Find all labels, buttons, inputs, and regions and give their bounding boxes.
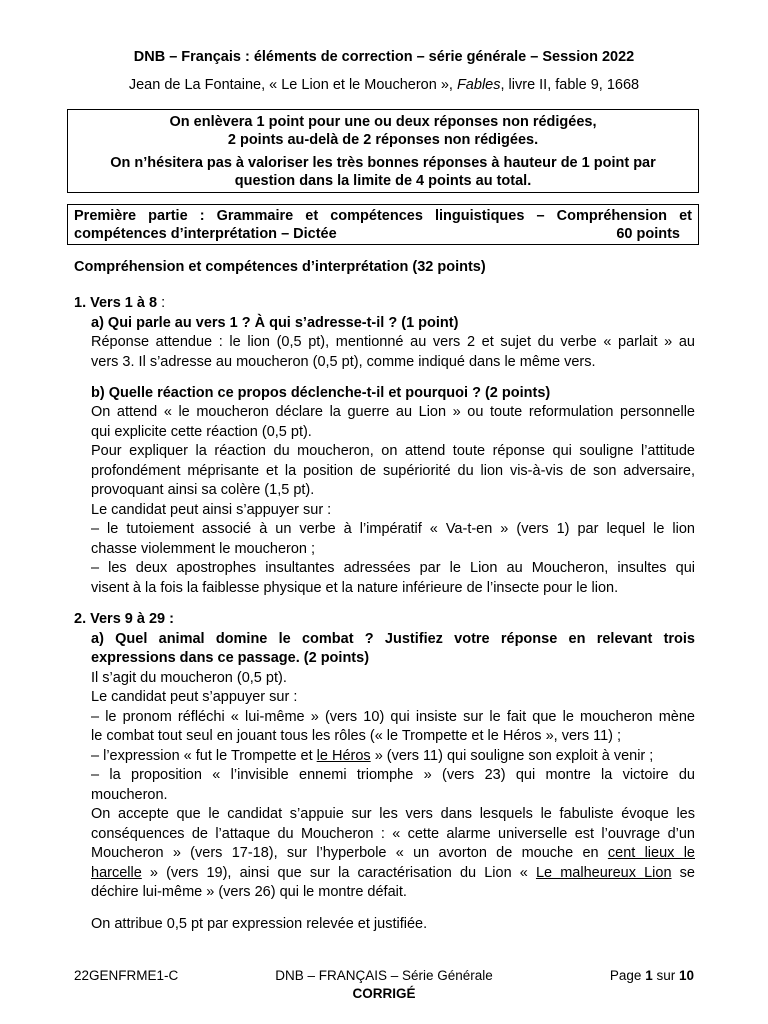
q2a-line-5 xyxy=(91,747,695,767)
q2a-line-11 xyxy=(91,864,695,884)
q1-heading-colon: : xyxy=(157,295,166,311)
q2a-line-12: déchire lui-même » (vers 26) qui le montre défait. xyxy=(91,884,407,900)
q2a-line-11-underlined-2: Le malheureux Lion xyxy=(535,865,672,881)
q2a-line-11-post: se xyxy=(671,865,695,881)
q2a-line-1: Il s’agit du moucheron (0,5 pt). xyxy=(91,670,287,686)
part-points: 60 points xyxy=(616,226,680,242)
footer-page-of: sur xyxy=(652,968,679,983)
subtitle-rest: , livre II, fable 9, 1668 xyxy=(500,77,640,93)
q2a-line-2: Le candidat peut s’appuyer sur : xyxy=(91,689,298,705)
q2a-line-11-underlined-1: harcelle xyxy=(91,865,142,881)
q2a-line-10 xyxy=(91,844,695,864)
q2a-line-13: On attribue 0,5 pt par expression relevée et justifiée. xyxy=(91,916,428,932)
q1b-line-10: visent à la fois la faiblesse physique et la nature inférieure de l’insecte pour le lion. xyxy=(91,580,619,596)
q2a-line-10-pre: Moucheron » (vers 17-18), sur l’hyperbole « un avorton de mouche en xyxy=(91,845,608,861)
notice-line-1: On enlèvera 1 point pour une ou deux réponses non rédigées, xyxy=(169,114,597,130)
part-header-box xyxy=(67,204,699,245)
notice-line-4: question dans la limite de 4 points au total. xyxy=(234,173,532,189)
footer-corrige: CORRIGÉ xyxy=(352,986,416,1001)
part-title-line-1: Première partie : Grammaire et compétences linguistiques – Compréhension et xyxy=(74,208,692,224)
q1b-line-7: – le tutoiement associé à un verbe à l’impératif « Va-t-en » (vers 1) par lequel le lion xyxy=(91,521,695,537)
q1b-line-5: provoquant ainsi sa colère (1,5 pt). xyxy=(91,482,315,498)
document-title: DNB – Français : éléments de correction – série générale – Session 2022 xyxy=(133,49,635,65)
notice-line-3: On n’hésitera pas à valoriser les très bonnes réponses à hauteur de 1 point par xyxy=(110,155,656,171)
q1b-line-2: qui explicite cette réaction (0,5 pt). xyxy=(91,424,312,440)
q1a-title: a) Qui parle au vers 1 ? À qui s’adresse-t-il ? (1 point) xyxy=(91,315,459,331)
q1-heading xyxy=(74,294,694,314)
q1b-line-4: profondément méprisante et la position de supériorité du lion vis-à-vis de son adversaire, xyxy=(91,463,695,479)
footer-center: DNB – FRANÇAIS – Série Générale xyxy=(275,968,493,983)
q1-heading-text: 1. Vers 1 à 8 xyxy=(74,295,158,311)
footer-page-label: Page xyxy=(609,968,646,983)
q2a-line-5-pre: – l’expression « fut le Trompette et xyxy=(91,748,317,764)
footer-code: 22GENFRME1-C xyxy=(74,968,179,983)
q1b-title: b) Quelle réaction ce propos déclenche-t-il et pourquoi ? (2 points) xyxy=(91,385,551,401)
q1a-line-2: vers 3. Il s’adresse au moucheron (0,5 pt), comme indiqué dans le même vers. xyxy=(91,354,596,370)
q2a-title-line-1: a) Quel animal domine le combat ? Justifiez votre réponse en relevant trois xyxy=(91,631,695,647)
subtitle-work: Fables xyxy=(456,77,501,93)
footer-page xyxy=(610,968,694,983)
grading-notice-box xyxy=(67,109,699,193)
q2a-line-5-post: » (vers 11) qui souligne son exploit à venir ; xyxy=(370,748,654,764)
q2a-title-line-2: expressions dans ce passage. (2 points) xyxy=(91,650,370,666)
q2a-line-8: On accepte que le candidat s’appuie sur les vers dans lesquels le fabuliste évoque les xyxy=(91,806,695,822)
q2a-line-11-mid: » (vers 19), ainsi que sur la caractérisation du Lion « xyxy=(141,865,536,881)
section-title: Compréhension et compétences d’interprétation (32 points) xyxy=(74,259,486,275)
document-subtitle xyxy=(0,77,768,93)
q1a-line-1: Réponse attendue : le lion (0,5 pt), mentionné au vers 2 et sujet du verbe « parlait » au xyxy=(91,334,695,350)
q2a-line-3: – le pronom réfléchi « lui-même » (vers 10) qui insiste sur le fait que le moucheron mène xyxy=(91,709,695,725)
footer-page-total: 10 xyxy=(678,968,694,983)
part-title-text: compétences d’interprétation – Dictée xyxy=(74,226,337,242)
part-title-line-2 xyxy=(74,225,692,243)
q1b-line-1: On attend « le moucheron déclare la guerre au Lion » ou toute reformulation personnelle xyxy=(91,404,695,420)
q1b-line-8: chasse violemment le moucheron ; xyxy=(91,541,316,557)
footer-page-number: 1 xyxy=(645,968,653,983)
subtitle-author: Jean de La Fontaine, « Le Lion et le Moucheron », xyxy=(128,77,457,93)
q2a-line-5-underlined: le Héros xyxy=(316,748,371,764)
q1b-line-9: – les deux apostrophes insultantes adressées par le Lion au Moucheron, insultes qui xyxy=(91,560,695,576)
q1b-line-3: Pour expliquer la réaction du moucheron, on attend toute réponse qui souligne l’attitude xyxy=(91,443,695,459)
q2-heading: 2. Vers 9 à 29 : xyxy=(74,611,174,627)
q1b-line-6: Le candidat peut ainsi s’appuyer sur : xyxy=(91,502,332,518)
q2a-line-6: – la proposition « l’invisible ennemi triomphe » (vers 23) qui montre la victoire du xyxy=(91,767,695,783)
q2a-line-4: le combat tout seul en jouant tous les rôles (« le Trompette et le Héros », vers 11) ; xyxy=(91,728,622,744)
q2a-line-9: conséquences de l’attaque du Moucheron : « cette alarme universelle est l’ouvrage d’un xyxy=(91,826,695,842)
q2a-line-7: moucheron. xyxy=(91,787,168,803)
notice-line-2: 2 points au-delà de 2 réponses non rédigées. xyxy=(227,132,539,148)
q2a-line-10-underlined: cent lieux le xyxy=(607,845,695,861)
